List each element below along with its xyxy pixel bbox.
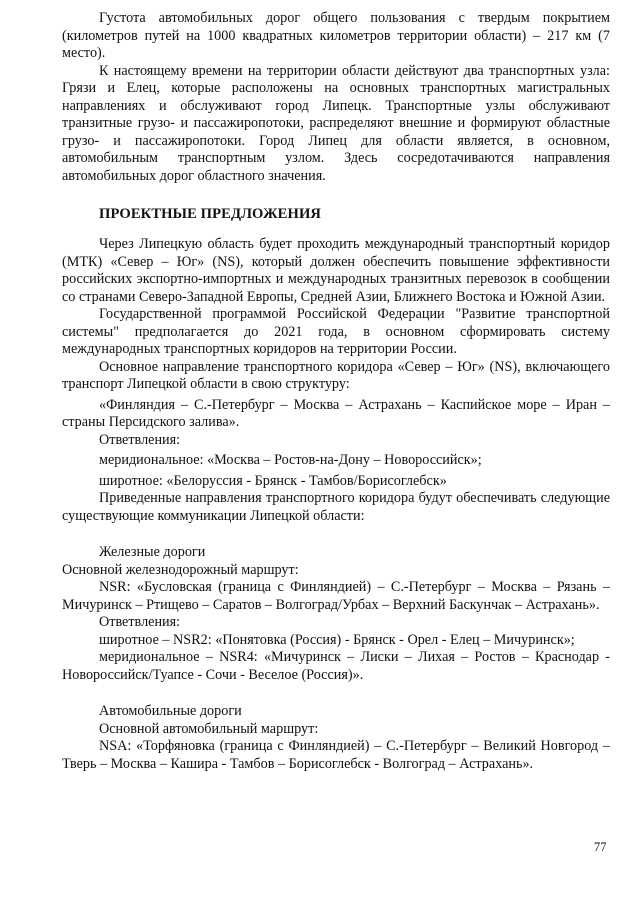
rail-nsr2: широтное – NSR2: «Понятовка (Россия) - Брянск - Орел - Елец – Мичуринск»;: [99, 631, 575, 648]
paragraph-road-density: Густота автомобильных дорог общего пользования с твердым покрытием (километров путей на 1000 квадратных километров территории области) – 217 км (7 место).: [62, 10, 610, 61]
paragraph-given: Приведенные направления транспортного коридора будут обеспечивать следующие существующие коммуникации Липецкой области:: [62, 490, 610, 524]
paragraph-program: Государственной программой Российской Федерации "Развитие транспортной системы" предполагается до 2021 года, в основном сформировать систему международных транспортных коридоров на территории России.: [62, 306, 610, 357]
paragraph-corridor: Через Липецкую область будет проходить международный транспортный коридор (МТК) «Север – Юг» (NS), который должен обеспечить повышение эффективности российских экспортно-импортных и международных транзитных перевозок в сообщении со странами Северо-Западной Европы, Средней Азии, Ближнего Востока и Южной Азии.: [62, 236, 610, 305]
section-heading: ПРОЕКТНЫЕ ПРЕДЛОЖЕНИЯ: [99, 206, 322, 222]
rail-title: Железные дороги: [99, 544, 206, 560]
rail-main-label: Основной железнодорожный маршрут:: [62, 561, 299, 578]
paragraph-route: «Финляндия – С.-Петербург – Москва – Астрахань – Каспийское море – Иран – страны Персидского залива».: [62, 396, 610, 430]
rail-nsr4: меридиональное – NSR4: «Мичуринск – Лиски – Лихая – Ростов – Краснодар - Новороссийск/Туапсе - Сочи - Веселое (Россия)».: [62, 649, 610, 683]
document-page: [62, 10, 610, 773]
branches-label: Ответвления:: [99, 431, 181, 448]
rail-nsr: NSR: «Бусловская (граница с Финляндией) – С.-Петербург – Москва – Рязань – Мичуринск – Ртищево – Саратов – Волгоград/Урбах – Верхний Баскунчак – Астрахань».: [62, 579, 610, 613]
paragraph-main-direction: Основное направление транспортного коридора «Север – Юг» (NS), включающего транспорт Липецкой области в свою структуру:: [62, 358, 610, 392]
page-number: 77: [594, 840, 607, 854]
branch-latitudinal: широтное: «Белоруссия - Брянск - Тамбов/Борисоглебск»: [99, 472, 447, 489]
road-main-label: Основной автомобильный маршрут:: [99, 720, 319, 737]
road-nsa: NSA: «Торфяновка (граница с Финляндией) – С.-Петербург – Великий Новгород – Тверь – Москва – Кашира - Тамбов – Борисоглебск - Волгоград – Астрахань».: [62, 738, 610, 772]
paragraph-transport-nodes: К настоящему времени на территории области действуют два транспортных узла: Грязи и Елец, которые расположены на основных транспортных магистральных направлениях и обслуживают город Липецк. Транспортные узлы обслуживают транзитные грузо- и пассажиропотоки, распределяют внешние и формируют областные грузо- и пассажиропотоки. Город Липец для области является, в основном, автомобильным транспортным узлом. Здесь сосредотачиваются направления автомобильных дорог областного значения.: [62, 62, 610, 184]
rail-branches-label: Ответвления:: [99, 614, 181, 630]
road-title: Автомобильные дороги: [99, 703, 242, 719]
branch-meridional: меридиональное: «Москва – Ростов-на-Дону – Новороссийск»;: [99, 452, 482, 468]
